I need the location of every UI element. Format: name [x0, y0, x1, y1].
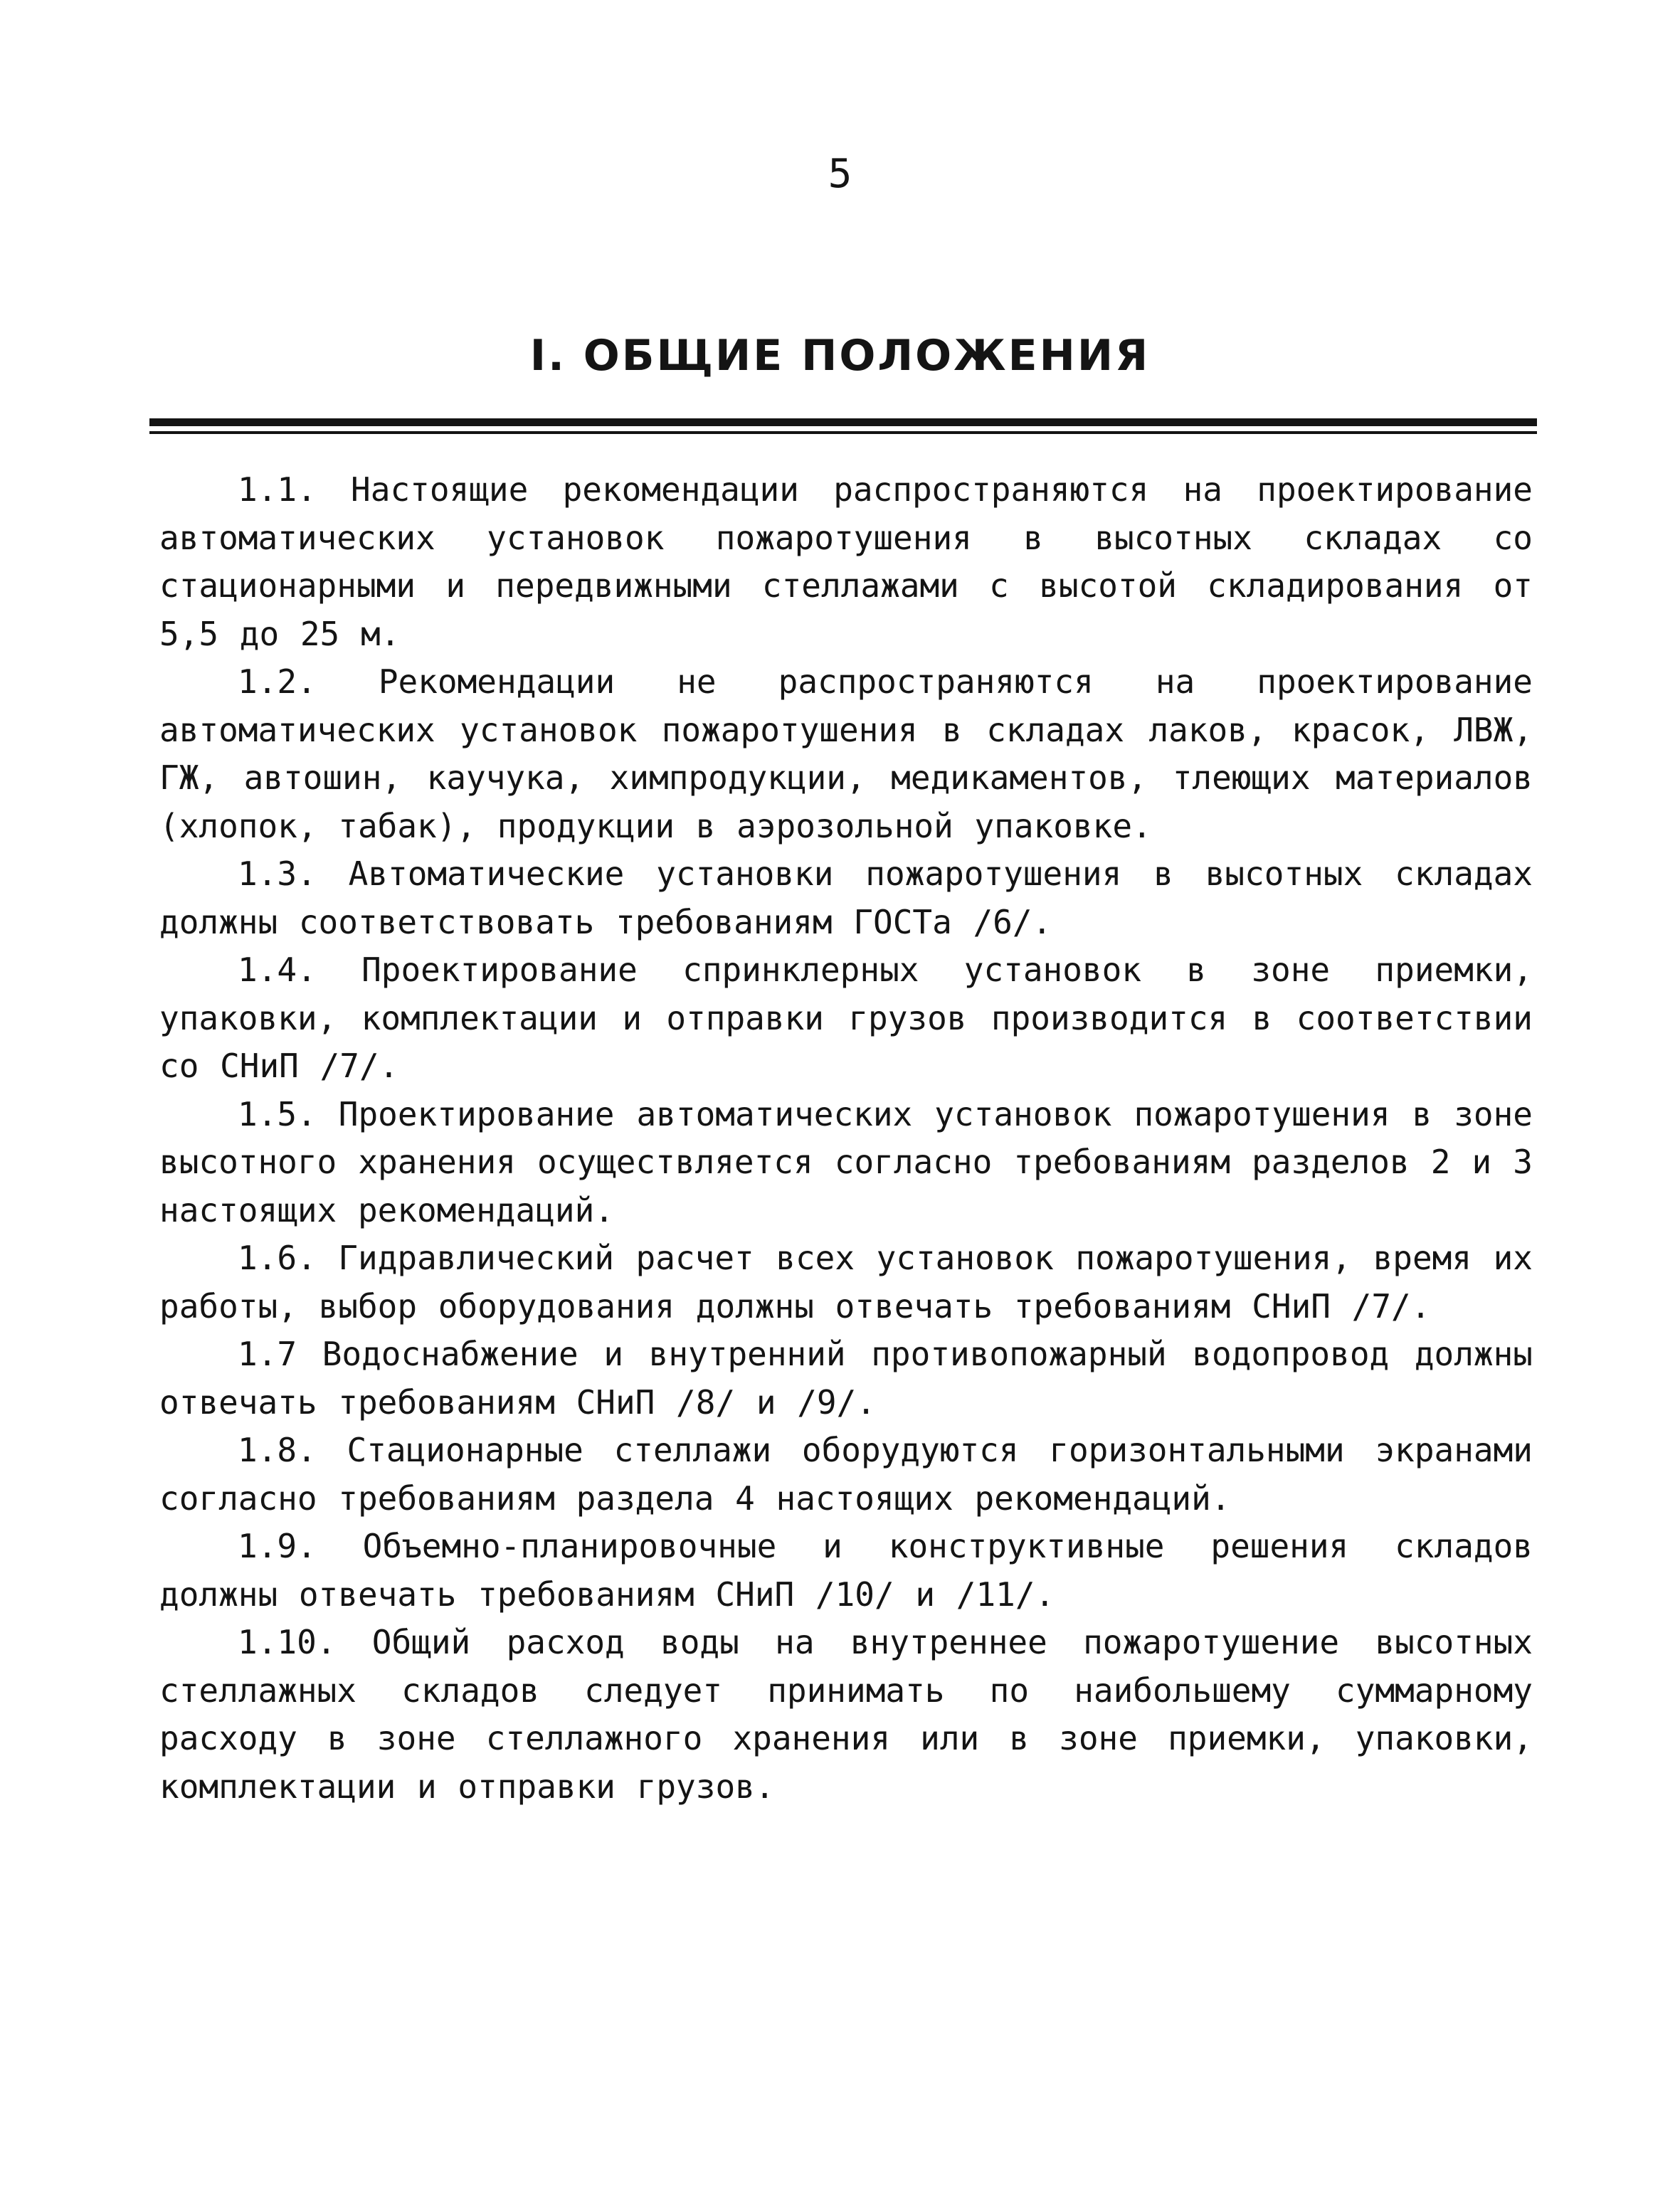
- title-rule-thin-line: [149, 431, 1537, 434]
- title-rule-thick-line: [149, 418, 1537, 426]
- paragraph-1-2: 1.2. Рекомендации не распространяются на проектирование автоматических установок пожаротушения в складах лаков, красок, ЛВЖ, ГЖ, автошин, каучука, химпродукции, медикаментов, тлеющих материалов (хлопок, табак), продукции в аэрозольной упаковке.: [159, 662, 1533, 845]
- paragraph-1-3: 1.3. Автоматические установки пожаротушения в высотных складах должны соответствовать требованиям ГОСТа /6/.: [159, 855, 1533, 941]
- paragraph-1-8: 1.8. Стационарные стеллажи оборудуются горизонтальными экранами согласно требованиям раздела 4 настоящих рекомендаций.: [159, 1431, 1533, 1518]
- paragraph-1-1: 1.1. Настоящие рекомендации распространяются на проектирование автоматических установок пожаротушения в высотных складах со стационарными и передвижными стеллажами с высотой складирования от 5,5 до 25 м.: [159, 470, 1533, 653]
- paragraph-1-5: 1.5. Проектирование автоматических установок пожаротушения в зоне высотного хранения осуществляется согласно требованиям разделов 2 и 3 настоящих рекомендаций.: [159, 1094, 1533, 1229]
- paragraph-1-4: 1.4. Проектирование спринклерных установок в зоне приемки, упаковки, комплектации и отправки грузов производится в соответствии со СНиП /7/.: [159, 951, 1533, 1085]
- paragraph-1-6: 1.6. Гидравлический расчет всех установок пожаротушения, время их работы, выбор оборудования должны отвечать требованиям СНиП /7/.: [159, 1239, 1533, 1326]
- title-double-rule: [149, 418, 1537, 440]
- page-number: 5: [828, 151, 852, 197]
- section-title: I. ОБЩИЕ ПОЛОЖЕНИЯ: [529, 331, 1151, 381]
- paragraph-1-10: 1.10. Общий расход воды на внутреннее пожаротушение высотных стеллажных складов следует принимать по наибольшему суммарному расходу в зоне стеллажного хранения или в зоне приемки, упаковки, комплектации и отправки грузов.: [159, 1623, 1533, 1806]
- paragraph-1-9: 1.9. Объемно-планировочные и конструктивные решения складов должны отвечать требованиям СНиП /10/ и /11/.: [159, 1527, 1533, 1614]
- body-text: [159, 466, 1533, 1811]
- paragraph-1-7: 1.7 Водоснабжение и внутренний противопожарный водопровод должны отвечать требованиям СНиП /8/ и /9/.: [159, 1335, 1533, 1422]
